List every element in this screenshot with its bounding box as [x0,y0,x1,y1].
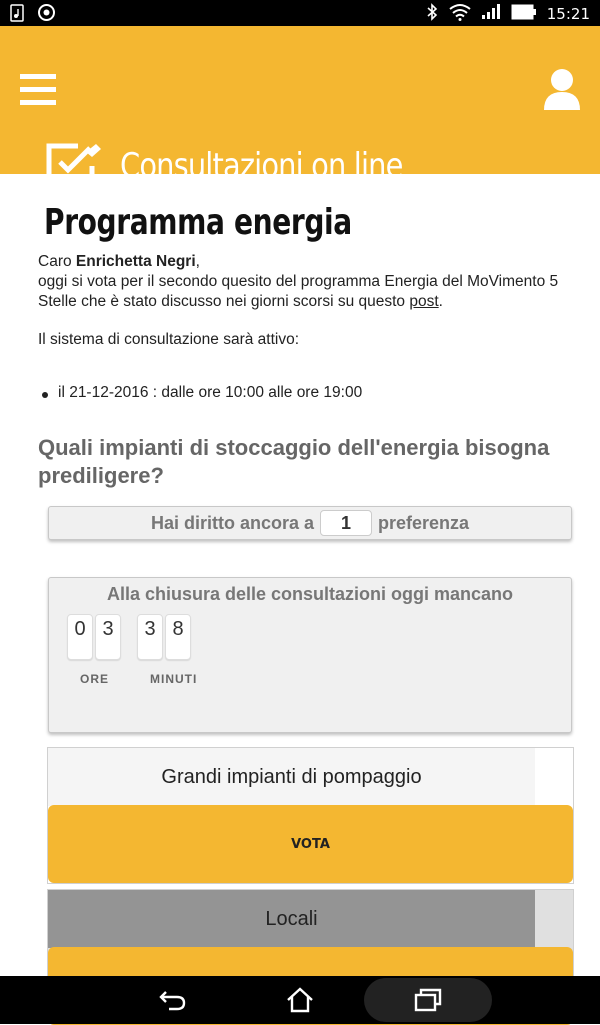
body-end: . [438,293,443,310]
schedule-text: il 21-12-2016 : dalle ore 10:00 alle ore 19:00 [58,384,363,401]
hours-label: ORE [80,672,110,686]
option-name: Locali [48,890,535,948]
status-time: 15:21 [546,5,590,23]
user-name: Enrichetta Negri [75,253,196,270]
recents-icon[interactable] [413,986,443,1014]
greeting-prefix: Caro [38,253,76,270]
back-icon[interactable] [158,986,188,1014]
music-file-icon [10,4,24,26]
app-title: Consultazioni on line [120,146,403,186]
hours-digit: 0 [67,614,93,660]
option-name: Grandi impianti di pompaggio [48,748,535,806]
system-text: Il sistema di consultazione sarà attivo: [38,331,300,348]
intro-text [38,252,583,350]
preferences-box [48,506,572,540]
user-icon[interactable] [544,68,580,110]
app-bar [0,26,600,186]
countdown-title: Alla chiusura delle consultazioni oggi mancano [106,584,514,604]
bullet [42,392,48,398]
hours-digit: 3 [95,614,121,660]
signal-icon [481,4,501,24]
preferences-prefix: Hai diritto ancora a [150,512,314,533]
status-bar [0,0,600,26]
hours-digits [67,614,121,660]
bluetooth-icon [425,3,439,25]
menu-icon[interactable] [20,74,56,106]
minutes-label: MINUTI [150,672,198,686]
schedule-item [58,384,362,402]
option-card [47,747,574,884]
main-content [0,174,600,976]
wifi-icon [449,4,471,25]
home-icon[interactable] [285,986,315,1014]
post-link[interactable]: post [409,293,439,310]
minutes-digit: 8 [165,614,191,660]
preferences-suffix: preferenza [378,512,470,533]
body-text: oggi si vota per il secondo quesito del programma Energia del MoVimento 5 Stelle che è stato discusso nei giorni scorsi su questo [38,273,559,310]
page-title: Programma energia [44,202,352,243]
minutes-digits [137,614,191,660]
nav-bar [0,976,600,1024]
preferences-count: 1 [320,510,372,536]
question: Quali impianti di stoccaggio dell'energia bisogna prediligere? [38,435,550,488]
battery-icon [511,4,537,24]
chrome-icon [38,4,55,26]
minutes-digit: 3 [137,614,163,660]
countdown-box [48,577,572,733]
greeting-suffix: , [195,253,200,270]
vote-button[interactable]: VOTA [48,805,573,883]
